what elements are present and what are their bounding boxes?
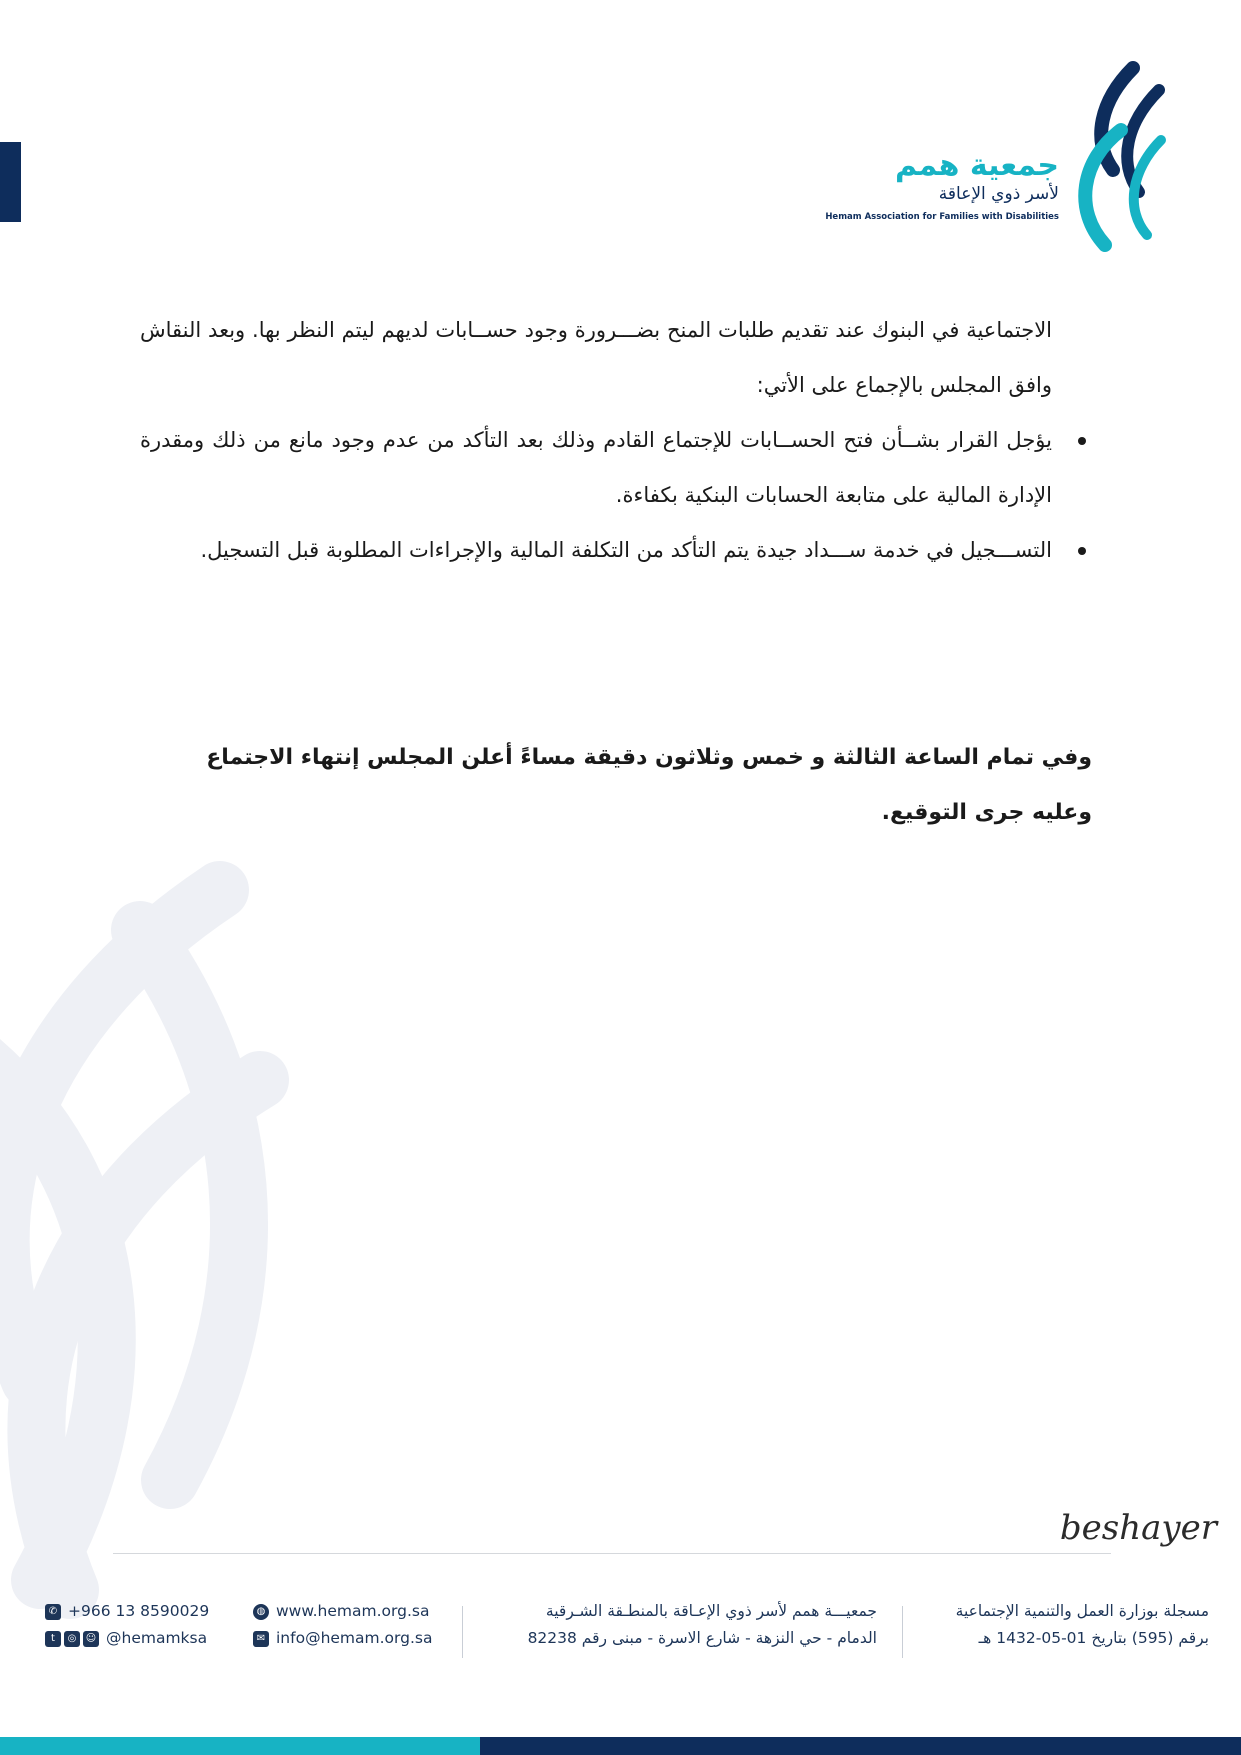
twitter-icon[interactable]: t — [45, 1631, 61, 1647]
decision-item: يؤجل القرار بشــأن فتح الحســابات للإجتماع القادم وذلك بعد التأكد من عدم وجود مانع من ذلك ومقدرة الإدارة المالية على متابعة الحسابات البنكية بكفاءة. — [140, 413, 1052, 523]
header-logo — [825, 60, 1181, 260]
footer-separator — [902, 1606, 903, 1658]
intro-paragraph: الاجتماعية في البنوك عند تقديم طلبات المنح بضـــرورة وجود حســابات لديهم ليتم النظر بها. وبعد النقاش وافق المجلس بالإجماع على الأتي: — [140, 318, 1052, 397]
bottom-color-bar — [0, 1737, 1241, 1755]
closing-text: وفي تمام الساعة الثالثة و خمس وثلاثون دقيقة مساءً أعلن المجلس إنتهاء الاجتماع وعليه جرى التوقيع. — [206, 745, 1092, 825]
closing-statement — [180, 730, 1092, 840]
footer-separator — [462, 1606, 463, 1658]
phone-icon: ✆ — [45, 1604, 61, 1620]
globe-icon: ◍ — [253, 1604, 269, 1620]
address-line-2: الدمام - حي النزهة - شارع الاسرة - مبنى رقم 82238 — [527, 1629, 877, 1647]
email-link[interactable]: info@hemam.org.sa — [276, 1629, 433, 1647]
phone-social-contact — [45, 1598, 209, 1652]
hemam-logo-mark-icon — [1061, 60, 1181, 260]
logo-name-english: Hemam Association for Families with Disabilities — [825, 212, 1059, 222]
logo-name-arabic: جمعية همم — [895, 148, 1059, 183]
watermark-logo — [0, 860, 380, 1680]
minutes-body — [140, 303, 1052, 578]
social-handle[interactable]: @hemamksa — [106, 1629, 208, 1647]
footer-divider — [113, 1553, 1111, 1554]
signature: beshayer — [1059, 1508, 1217, 1548]
footer — [0, 1598, 1241, 1668]
decisions-list — [140, 413, 1052, 578]
decision-item: التســـجيل في خدمة ســـداد جيدة يتم التأكد من التكلفة المالية والإجراءات المطلوبة قبل التسجيل. — [140, 523, 1052, 578]
registration-info — [956, 1598, 1209, 1652]
instagram-icon[interactable]: ◎ — [64, 1631, 80, 1647]
bottom-bar-teal — [0, 1737, 480, 1755]
address-line-1: جمعيـــة همم لأسر ذوي الإعـاقة بالمنطـقة الشـرقية — [545, 1602, 877, 1620]
email-icon: ✉ — [253, 1631, 269, 1647]
left-edge-tab — [0, 142, 21, 222]
bottom-bar-navy — [480, 1737, 1241, 1755]
website-link[interactable]: www.hemam.org.sa — [276, 1602, 430, 1620]
registration-line-2: برقم (595) بتاريخ 01-05-1432 هـ — [978, 1629, 1209, 1647]
logo-subtitle-arabic: لأسر ذوي الإعاقة — [938, 184, 1059, 204]
web-contact — [253, 1598, 432, 1652]
registration-line-1: مسجلة بوزارة العمل والتنمية الإجتماعية — [955, 1602, 1209, 1620]
snapchat-icon[interactable]: ☺ — [83, 1631, 99, 1647]
phone-number[interactable]: +966 13 8590029 — [68, 1602, 210, 1620]
address-info — [528, 1598, 877, 1652]
